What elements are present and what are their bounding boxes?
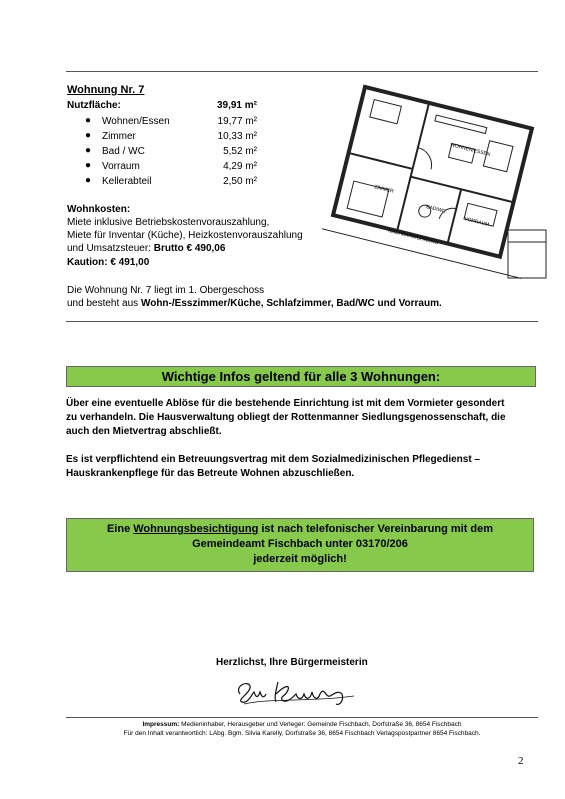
room-row (67, 161, 257, 174)
viewing-link: Wohnungsbesichtigung (133, 523, 259, 535)
room-value: 4,29 m² (223, 161, 257, 172)
costs-line: Miete inklusive Betriebskostenvorauszahlung, (67, 217, 270, 228)
viewing-line: jederzeit möglich! (253, 553, 347, 565)
viewing-line: Gemeindeamt Fischbach unter 03170/206 (192, 538, 408, 550)
info-paragraph-line: Es ist verpflichtend ein Betreuungsvertrag mit dem Sozialmedizinischen Pflegedienst – (66, 454, 480, 465)
plan-label-neighbor: NACHBARWOHNUNG (387, 228, 439, 247)
bullet-icon: ● (85, 145, 92, 156)
room-label: Vorraum (102, 161, 140, 172)
viewing-prefix: Eine (106, 523, 134, 535)
imprint-line (66, 721, 538, 728)
costs-tax-text: und Umsatzsteuer: (67, 243, 154, 254)
room-value: 2,50 m² (223, 176, 257, 187)
imprint-text: Medieninhaber, Herausgeber und Verleger: Gemeinde Fischbach, Dorfstraße 36, 8654 Fischbach (179, 721, 462, 728)
costs-heading: Wohnkosten: (67, 204, 131, 215)
room-label: Bad / WC (102, 146, 145, 157)
info-paragraph-line: Hauskrankenpflege für das Betreute Wohnen abzuschließen. (66, 468, 355, 479)
bullet-icon: ● (85, 130, 92, 141)
plan-label-living: WOHNEN/ESSEN (449, 142, 491, 158)
viewing-line (67, 522, 533, 537)
signature-text: Silvia Karelly (230, 672, 236, 673)
bullet-icon: ● (85, 115, 92, 126)
top-divider (66, 71, 538, 72)
area-value: 39,91 m² (216, 100, 257, 111)
middle-divider (66, 321, 538, 322)
bullet-icon: ● (85, 160, 92, 171)
costs-line (67, 242, 225, 255)
viewing-box (66, 518, 534, 572)
signature-image (230, 672, 362, 708)
room-value: 19,77 m² (217, 116, 257, 127)
room-row (67, 146, 257, 159)
apartment-title: Wohnung Nr. 7 (67, 84, 145, 96)
plan-label-bath: BAD/WC (425, 204, 447, 215)
room-value: 10,33 m² (217, 131, 257, 142)
room-value: 5,52 m² (223, 146, 257, 157)
location-prefix: und besteht aus (67, 298, 141, 309)
bullet-icon: ● (85, 175, 92, 186)
page-number: 2 (518, 755, 524, 767)
info-paragraph-line: auch den Mietvertrag abschließt. (66, 426, 222, 437)
imprint-label: Impressum: (142, 721, 180, 728)
room-label: Kellerabteil (102, 176, 152, 187)
imprint-line: Für den Inhalt verantwortlich: LAbg. Bgm. Silvia Karelly, Dorfstraße 36, 8654 Fischbach Verlagspostpartner 8654 Fischbach. (123, 730, 481, 737)
location-line (67, 297, 442, 310)
viewing-rest: ist nach telefonischer Vereinbarung mit dem (258, 523, 494, 535)
location-line: Die Wohnung Nr. 7 liegt im 1. Obergeschoss (67, 285, 265, 296)
info-paragraph-line: Über eine eventuelle Ablöse für die bestehende Einrichtung ist mit dem Vormieter gesondert (66, 398, 505, 409)
costs-line: Miete für Inventar (Küche), Heizkostenvorauszahlung (67, 230, 303, 241)
info-banner: Wichtige Infos geltend für alle 3 Wohnungen: (66, 366, 536, 387)
plan-label-room: ZIMMER (373, 184, 395, 195)
info-paragraph-line: zu verhandeln. Die Hausverwaltung obliegt der Rottenmanner Siedlungsgenossenschaft, die (66, 412, 506, 423)
area-total-row (67, 100, 257, 113)
room-label: Zimmer (102, 131, 136, 142)
closing-greeting: Herzlichst, Ihre Bürgermeisterin (216, 657, 368, 668)
room-row (67, 176, 257, 189)
plan-label-hall: VORRAUM (463, 216, 490, 229)
gross-rent: Brutto € 490,06 (153, 243, 226, 254)
floor-plan-image (322, 82, 554, 292)
deposit: Kaution: € 491,00 (67, 257, 150, 268)
room-row (67, 116, 257, 129)
room-label: Wohnen/Essen (102, 116, 170, 127)
room-row (67, 131, 257, 144)
area-label: Nutzfläche: (67, 100, 121, 111)
imprint-divider (66, 717, 538, 718)
rooms-list: Wohn-/Esszimmer/Küche, Schlafzimmer, Bad/WC und Vorraum. (140, 298, 442, 309)
